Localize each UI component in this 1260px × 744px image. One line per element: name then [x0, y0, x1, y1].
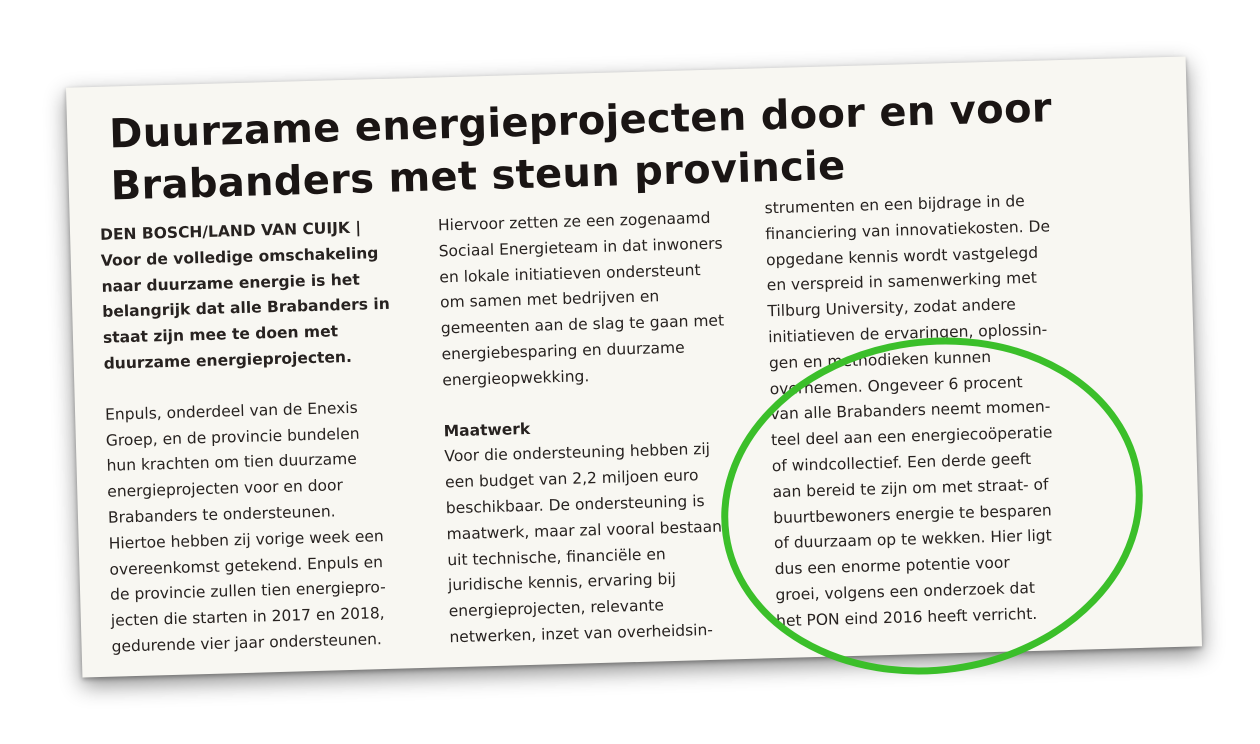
article-lead: Voor de volledige omschakeling naar duurzame energie is het belangrijk dat alle Brabanders in staat zijn mee te doen met duurzame energieprojecten. [100, 243, 390, 373]
article-body-paragraph: Enpuls, onderdeel van de Enexis Groep, en de provincie bundelen hun krachten om tien duurzame energieprojecten voor en door Brabanders te ondersteunen. Hiertoe hebben zij vorige week een overeenkomst getekend. Enpuls en de provincie zullen tien energiepro- jecten die starten in 2017 en 2018, gedurende vier jaar ondersteunen. [104, 398, 387, 656]
article-body-paragraph: Voor die ondersteuning hebben zij een budget van 2,2 miljoen euro beschikbaar. De ondersteuning is maatwerk, maar zal vooral bestaan uit technische, financiële en juridische kennis, ervaring bij energieprojecten, relevante netwerken, inzet van overheidsin- [444, 440, 723, 647]
article-body-paragraph: strumenten en een bijdrage in de financiering van innovatiekosten. De opgedane kennis wordt vastgelegd en verspreid in samenwerking met Tilburg University, zodat andere initiatieven de ervaringen, oplossin- gen en methodieken kunnen overnemen. Ongeveer 6 procent van alle Brabanders neemt momen- teel deel aan een energiecoöperatie of windcollectief. Een derde geeft aan bereid te zijn om met straat- of buurtbewoners energie te besparen of duurzaam op te wekken. Hier ligt dus een enorme potentie voor groei, volgens een onderzoek dat het PON eind 2016 heeft verricht. [764, 192, 1053, 630]
article-column-3 [764, 188, 1076, 635]
article-subheading: Maatwerk [443, 419, 531, 440]
article-dateline: DEN BOSCH/LAND VAN CUIJK | [99, 218, 362, 244]
article-body-paragraph: Hiervoor zetten ze een zogenaamd Sociaal Energieteam in dat inwoners en lokale initiatieven ondersteunt om samen met bedrijven en gemeenten aan de slag te gaan met energiebesparing en duurzame energieopwekking. [437, 208, 725, 390]
newspaper-clipping [66, 56, 1202, 677]
article-column-2 [438, 205, 750, 651]
article-column-1 [100, 214, 412, 660]
article-headline: Duurzame energieprojecten door en voor Brabanders met steun provincie [108, 85, 1053, 210]
